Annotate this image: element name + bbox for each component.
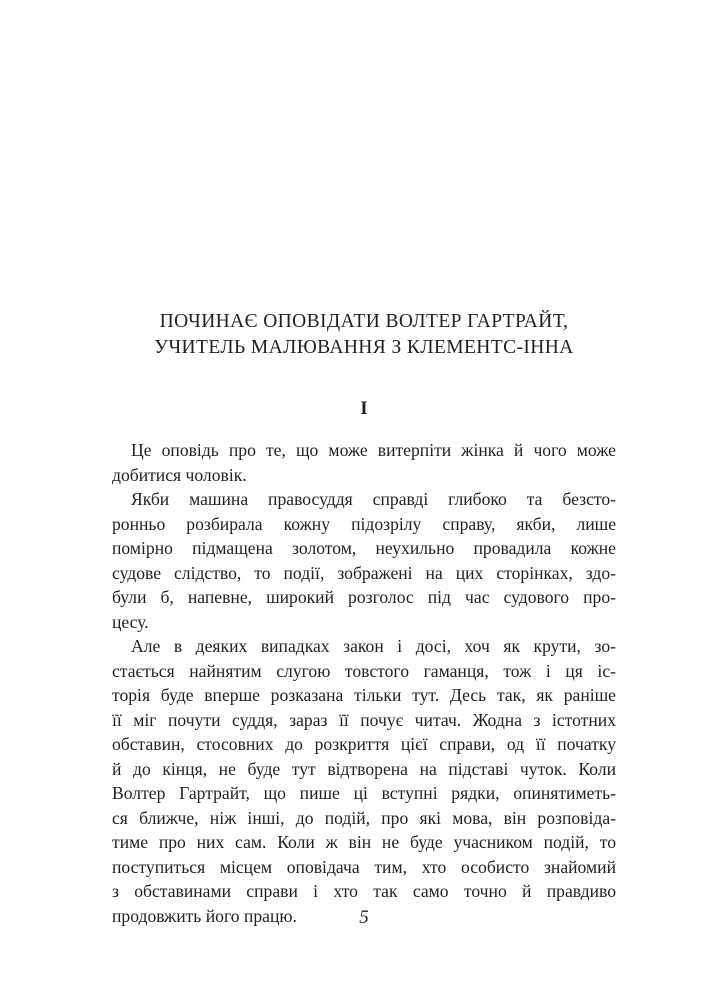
text-line: її міг почути суддя, зараз її почує читач. Жодна з істотних: [112, 709, 616, 730]
body-text: [112, 438, 616, 928]
text-line: обставин, стосовних до розкриття цієї справи, од її початку: [112, 734, 616, 754]
text-line: помірно підмащена золотом, неухильно провадила кожне: [112, 538, 616, 558]
text-line: ронньо розбирала кожну підозрілу справу, якби, лише: [112, 513, 616, 534]
text-line: торія буде вперше розказана тільки тут. Десь так, як раніше: [112, 685, 616, 705]
chapter-title-line-2: УЧИТЕЛЬ МАЛЮВАННЯ З КЛЕМЕНТС-ІННА: [154, 337, 574, 358]
text-line: з обставинами справи і хто так само точно й правдиво: [112, 881, 616, 901]
page-number: 5: [359, 907, 369, 928]
text-line: цесу.: [112, 611, 149, 632]
text-line: ся ближче, ніж інші, до подій, про які мова, він розповіда-: [112, 807, 616, 828]
text-line: стається найнятим слугою товстого гаманця, тож і ця іс-: [112, 660, 616, 681]
text-line: продовжить його працю.: [112, 905, 297, 926]
text-line: добитися чоловік.: [112, 464, 247, 485]
text-line: Волтер Гартрайт, що пише ці вступні рядки, опинятиметь-: [112, 783, 616, 803]
chapter-title-line-1: ПОЧИНАЄ ОПОВІДАТИ ВОЛТЕР ГАРТРАЙТ,: [159, 311, 569, 332]
text-line: були б, напевне, широкий розголос під час судового про-: [112, 587, 616, 607]
text-line: й до кінця, не буде тут відтворена на підставі чуток. Коли: [112, 758, 616, 779]
text-line: судове слідство, то події, зображені на цих сторінках, здо-: [112, 562, 616, 583]
text-line: поступиться місцем оповідача тим, хто особисто знайомий: [112, 856, 616, 877]
text-line: Але в деяких випадках закон і досі, хоч як крути, зо-: [131, 636, 616, 656]
chapter-number: I: [360, 398, 368, 419]
text-line: Якби машина правосуддя справді глибоко та безсто-: [131, 489, 616, 509]
text-line: тиме про них сам. Коли ж він не буде учасником подій, то: [112, 832, 616, 852]
text-line: Це оповідь про те, що може витерпіти жінка й чого може: [131, 440, 616, 460]
